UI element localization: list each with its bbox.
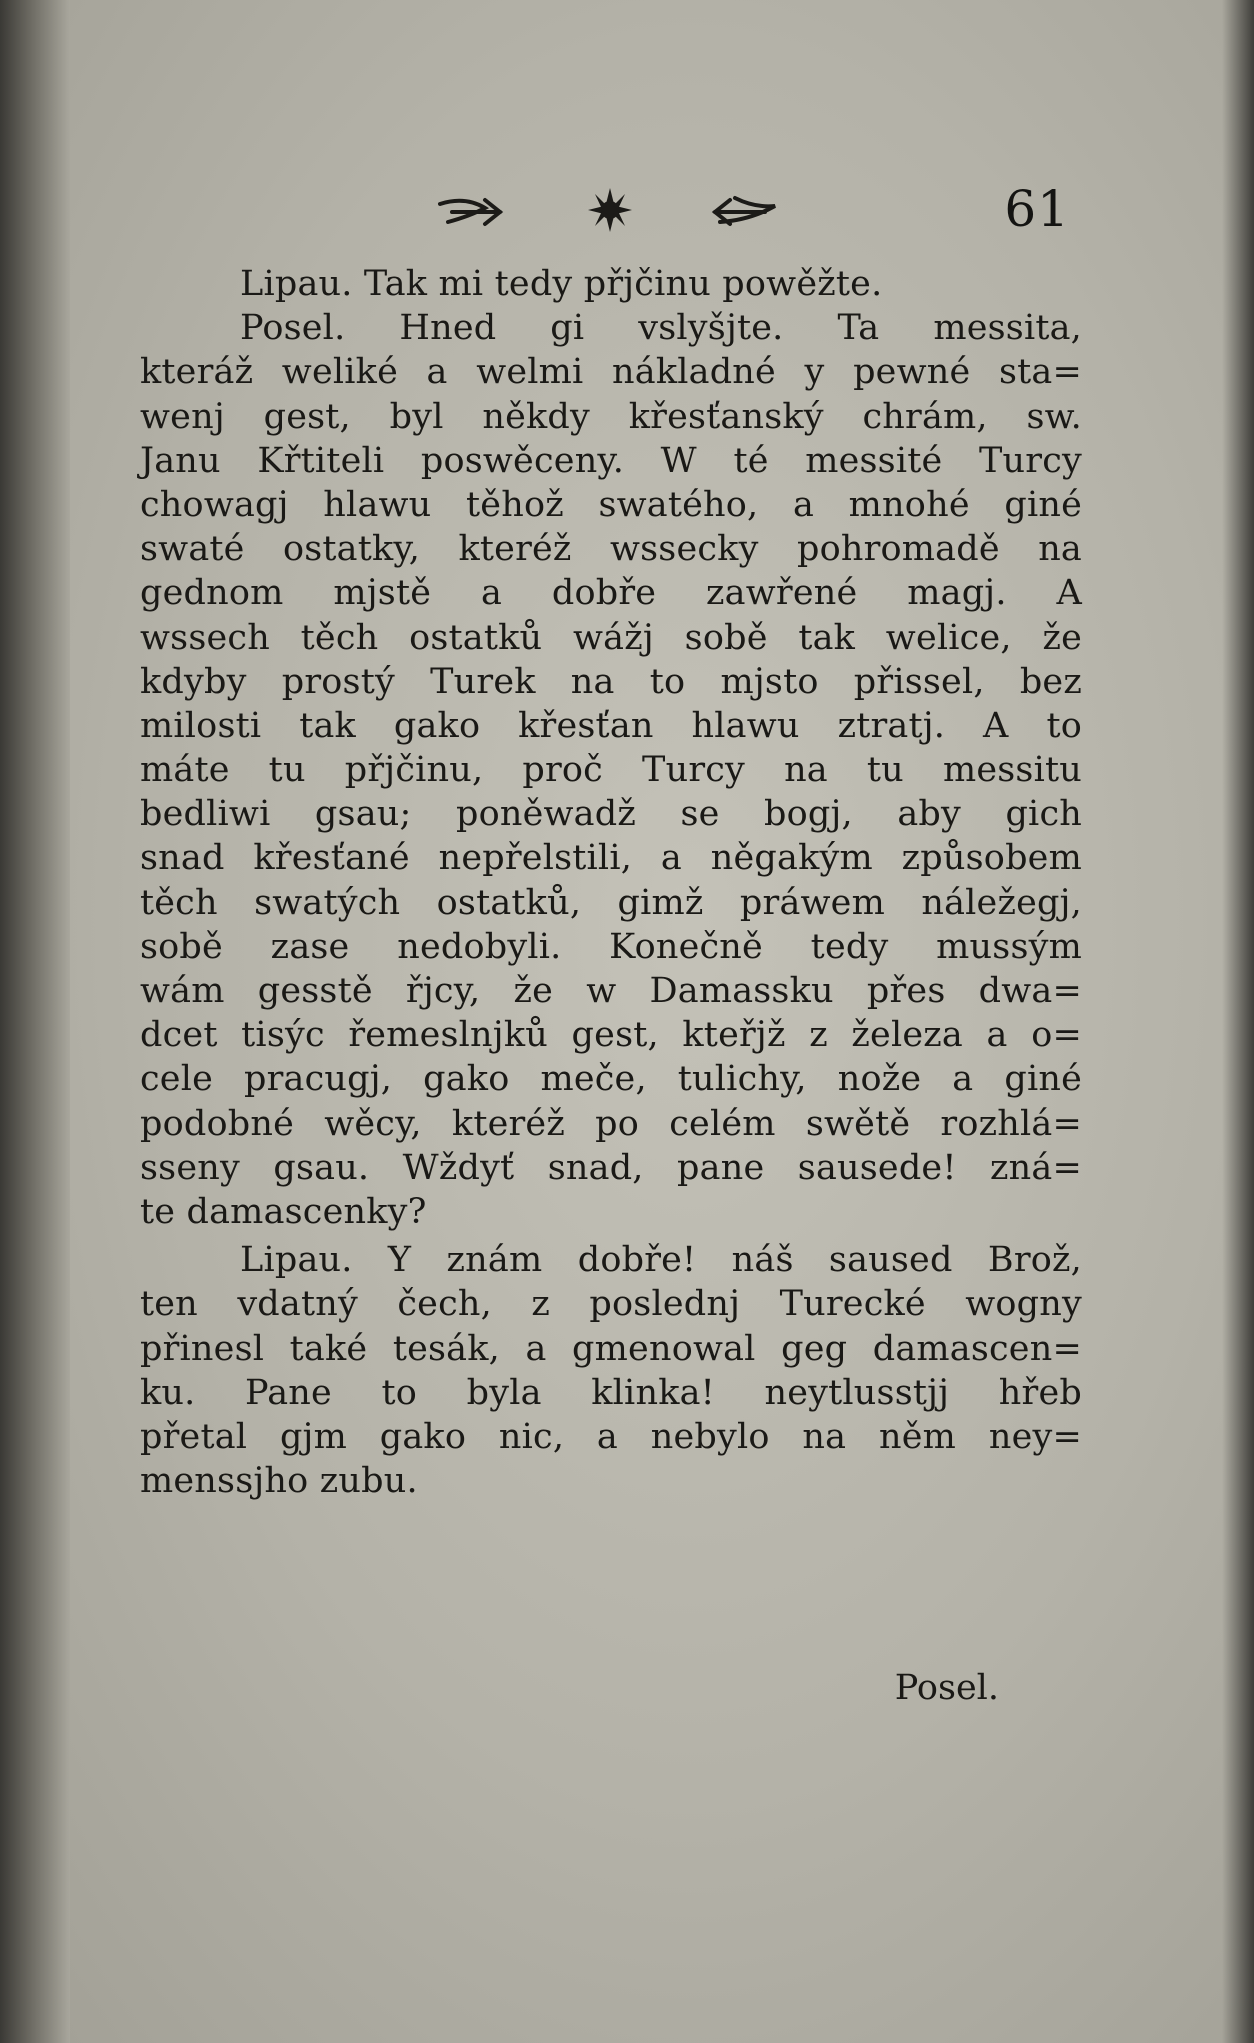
text-line: kteráž weliké a welmi nákladné y pewné sta= — [140, 352, 1082, 393]
text-line: sobě zase nedobyli. Konečně tedy mussým — [140, 926, 1082, 967]
text-line: máte tu přjčinu, proč Turcy na tu messitu — [140, 750, 1082, 791]
page-header — [430, 178, 1070, 248]
text-line: snad křesťané nepřelstili, a něgakým způsobem — [140, 838, 1082, 879]
text-line: swaté ostatky, kteréž wssecky pohromadě na — [140, 529, 1082, 570]
text-line: chowagj hlawu těhož swatého, a mnohé giné — [140, 484, 1082, 525]
text-line: Lipau. Y znám dobře! náš saused Brož, — [240, 1240, 1082, 1281]
text-line: přinesl také tesák, a gmenowal geg damascen= — [140, 1328, 1082, 1369]
printer-ornament-icon — [430, 182, 790, 238]
page-number: 61 — [1004, 180, 1070, 238]
text-line: přetal gjm gako nic, a nebylo na něm ney= — [140, 1416, 1082, 1457]
text-line: milosti tak gako křesťan hlawu ztratj. A to — [140, 705, 1082, 746]
text-line: wssech těch ostatků wážj sobě tak welice, že — [140, 617, 1082, 658]
text-line: Lipau. Tak mi tedy přjčinu powěžte. — [240, 264, 883, 304]
text-line: ten vdatný čech, z poslednj Turecké wogny — [140, 1284, 1082, 1325]
text-line: menssjho zubu. — [140, 1461, 418, 1502]
text-line: wám gesstě řjcy, že w Damassku přes dwa= — [140, 971, 1082, 1011]
text-line: podobné wěcy, kteréž po celém swětě rozhlá= — [140, 1103, 1082, 1144]
text-line: těch swatých ostatků, gimž práwem náležegj, — [140, 882, 1082, 923]
text-line: ku. Pane to byla klinka! neytlusstjj hřeb — [140, 1372, 1082, 1413]
text-line: Janu Křtiteli poswěceny. W té messité Turcy — [140, 440, 1082, 481]
text-line: cele pracugj, gako meče, tulichy, nože a giné — [140, 1059, 1082, 1100]
text-line: te damascenky? — [140, 1191, 427, 1232]
text-line: wenj gest, byl někdy křesťanský chrám, sw. — [140, 396, 1082, 437]
text-line: dcet tisýc řemeslnjků gest, kteřjž z železa a o= — [140, 1015, 1082, 1056]
page-gutter-shadow — [0, 0, 70, 2043]
text-line: sseny gsau. Wždyť snad, pane sausede! zná= — [140, 1147, 1082, 1188]
text-line: Posel. Hned gi vslyšjte. Ta messita, — [240, 308, 1082, 349]
body-text — [140, 262, 1082, 1503]
text-line: gednom mjstě a dobře zawřené magj. A — [140, 573, 1082, 614]
page-edge-shadow — [1222, 0, 1254, 2043]
text-line: bedliwi gsau; poněwadž se bogj, aby gich — [140, 794, 1082, 835]
text-line: kdyby prostý Turek na to mjsto přissel, bez — [140, 661, 1082, 702]
catchword: Posel. — [894, 1668, 999, 1708]
